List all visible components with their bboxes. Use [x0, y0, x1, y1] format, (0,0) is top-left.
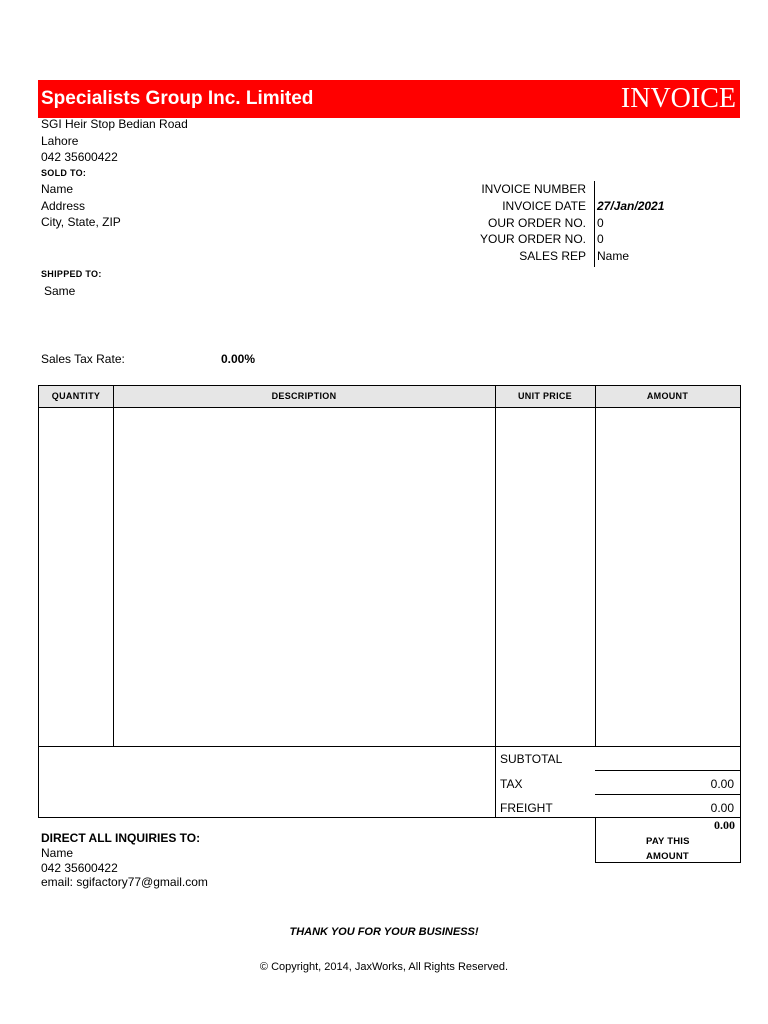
header-divider: [495, 386, 496, 408]
sales-rep-value: Name: [597, 249, 630, 264]
subtotal-line: [595, 770, 740, 771]
items-table: [38, 385, 741, 818]
company-name: Specialists Group Inc. Limited: [41, 88, 314, 109]
your-order-value: 0: [597, 232, 604, 247]
document-title: INVOICE: [620, 83, 736, 114]
pay-this-amount-label: [646, 835, 690, 864]
sales-rep-label: SALES REP: [519, 249, 586, 264]
your-order-label: YOUR ORDER NO.: [479, 232, 586, 247]
tax-line: [595, 794, 740, 795]
thank-you-message: THANK YOU FOR YOUR BUSINESS!: [289, 926, 479, 938]
invoice-date-label: INVOICE DATE: [502, 198, 586, 213]
tax-value: 0.00: [710, 777, 734, 791]
amount-line: AMOUNT: [646, 850, 689, 862]
table-header: [39, 386, 740, 408]
shipped-to-label: SHIPPED TO:: [41, 269, 102, 279]
our-order-label: OUR ORDER NO.: [487, 215, 586, 230]
our-order-value: 0: [597, 215, 604, 230]
inquiries-email: email: sgifactory77@gmail.com: [41, 875, 208, 889]
subtotal-label: SUBTOTAL: [500, 752, 563, 766]
company-city: Lahore: [41, 133, 79, 148]
amount-column-divider: [595, 408, 596, 746]
invoice-meta-values: [597, 181, 664, 265]
col-amount-header: AMOUNT: [646, 391, 689, 401]
freight-value: 0.00: [710, 801, 734, 815]
freight-label: FREIGHT: [500, 801, 553, 815]
company-address-block: [41, 116, 188, 166]
invoice-date-value: 27/Jan/2021: [597, 198, 665, 213]
meta-divider: [594, 181, 595, 267]
sold-to-city: City, State, ZIP: [41, 215, 121, 229]
inquiries-block: [41, 846, 208, 890]
shipped-to-value: Same: [44, 284, 76, 298]
tax-label: TAX: [500, 777, 523, 791]
sold-to-address: Address: [41, 198, 86, 213]
header-divider: [113, 386, 114, 408]
company-phone: 042 35600422: [41, 150, 118, 164]
sales-tax-label: Sales Tax Rate:: [41, 352, 125, 366]
pay-this-line: PAY THIS: [646, 836, 690, 847]
col-quantity-header: QUANTITY: [51, 391, 101, 401]
sold-to-label: SOLD TO:: [41, 168, 87, 178]
header-divider: [595, 386, 596, 408]
invoice-number-label: INVOICE NUMBER: [481, 182, 586, 196]
col-description-header: DESCRIPTION: [271, 391, 337, 401]
copyright-notice: © Copyright, 2014, JaxWorks, All Rights Reserved.: [259, 961, 509, 973]
inquiries-label: DIRECT ALL INQUIRIES TO:: [41, 831, 201, 845]
inquiries-name: Name: [41, 846, 74, 860]
sold-to-block: [41, 181, 121, 231]
invoice-number-value: [597, 181, 664, 198]
grand-total-value: 0.00: [714, 818, 735, 832]
grand-total-box: [595, 818, 741, 863]
header-banner: [38, 80, 740, 118]
sold-to-name: Name: [41, 182, 74, 196]
inquiries-phone: 042 35600422: [41, 860, 118, 875]
items-body-bottom-line: [39, 746, 740, 747]
company-street: SGI Heir Stop Bedian Road: [41, 117, 188, 131]
col-unit-price-header: UNIT PRICE: [517, 391, 572, 401]
quantity-column-divider: [113, 408, 114, 746]
sales-tax-rate: 0.00%: [221, 352, 256, 366]
unit-price-column-divider: [495, 408, 496, 818]
invoice-meta-labels: [480, 181, 586, 265]
